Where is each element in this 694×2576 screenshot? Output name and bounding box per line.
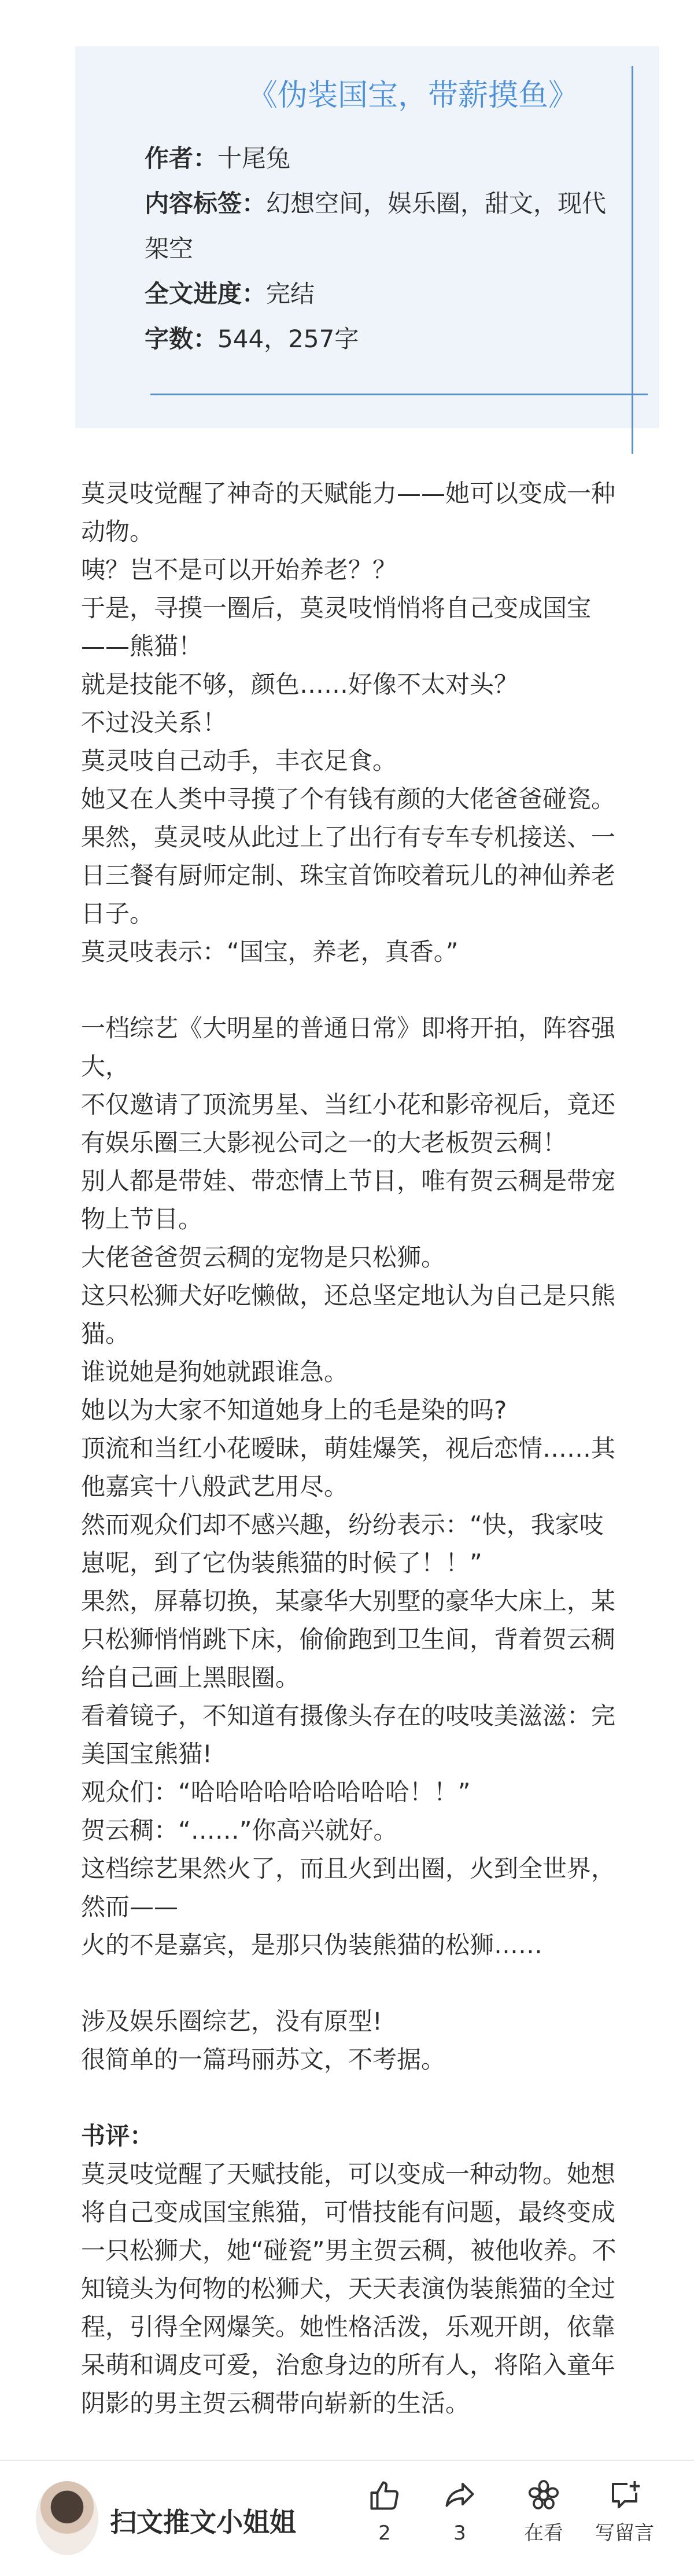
paragraph: 涉及娱乐圈综艺，没有原型! (81, 2007, 382, 2035)
tags-value: 幻想空间，娱乐圈，甜文，现代架空 (145, 189, 607, 263)
comment-add-icon (607, 2478, 642, 2513)
book-title: 《伪装国宝，带薪摸鱼》 (247, 78, 578, 113)
paragraph: 观众们：“哈哈哈哈哈哈哈哈哈！！” (81, 1778, 471, 1806)
word-count-row (145, 317, 619, 362)
word-count-value: 544，257字 (217, 325, 359, 353)
paragraph: 别人都是带娃、带恋情上节目，唯有贺云稠是带宠物上节目。 (81, 1167, 616, 1233)
paragraph: 看着镜子，不知道有摄像头存在的吱吱美滋滋：完美国宝熊猫! (81, 1702, 616, 1768)
like-button[interactable] (344, 2478, 425, 2548)
card-decoration-line-vertical (632, 66, 633, 454)
paragraph: 谁说她是狗她就跟谁急。 (81, 1358, 349, 1386)
bottom-action-bar (0, 2461, 694, 2576)
paragraph-gap (81, 1964, 619, 2002)
author-label: 作者： (145, 144, 218, 172)
account-name[interactable]: 扫文推文小姐姐 (110, 2507, 296, 2538)
paragraph-gap (81, 2079, 619, 2117)
comment-button[interactable] (584, 2478, 665, 2548)
review-heading: 书评： (81, 2122, 154, 2150)
paragraph: 莫灵吱觉醒了神奇的天赋能力——她可以变成一种动物。 (81, 479, 616, 546)
card-decoration-line-horizontal (150, 394, 648, 395)
share-icon (442, 2478, 477, 2513)
share-count: 3 (453, 2522, 466, 2545)
paragraph: 顶流和当红小花暧昧，萌娃爆笑，视后恋情……其他嘉宾十八般武艺用尽。 (81, 1434, 616, 1501)
watching-button[interactable] (503, 2478, 584, 2548)
book-meta (145, 136, 619, 362)
author-value: 十尾兔 (217, 144, 291, 172)
account-avatar[interactable] (36, 2481, 98, 2555)
watching-label: 在看 (524, 2522, 563, 2545)
paragraph: 于是，寻摸一圈后，莫灵吱悄悄将自己变成国宝——熊猫！ (81, 594, 592, 660)
paragraph: 就是技能不够，颜色……好像不太对头？ (81, 670, 519, 699)
tags-row (145, 181, 619, 271)
paragraph: 果然，莫灵吱从此过上了出行有专车专机接送、一日三餐有厨师定制、珠宝首饰咬着玩儿的神仙养老日子。 (81, 823, 616, 928)
paragraph: 这只松狮犬好吃懒做，还总坚定地认为自己是只熊猫。 (81, 1281, 616, 1348)
share-button[interactable] (419, 2478, 500, 2548)
paragraph: 一档综艺《大明星的普通日常》即将开拍，阵容强大， (81, 1014, 616, 1081)
like-count: 2 (378, 2522, 391, 2545)
progress-label: 全文进度： (145, 280, 267, 308)
paragraph: 贺云稠：“……”你高兴就好。 (81, 1816, 398, 1844)
paragraph: 然而观众们却不感兴趣，纷纷表示：“快，我家吱崽呢，到了它伪装熊猫的时候了！！” (81, 1511, 604, 1577)
paragraph: 不过没关系！ (81, 708, 227, 737)
thumbs-up-icon (367, 2478, 402, 2513)
progress-value: 完结 (266, 280, 315, 308)
paragraph: 火的不是嘉宾，是那只伪装熊猫的松狮…… (81, 1931, 543, 1959)
article-body (81, 475, 619, 2423)
paragraph: 她又在人类中寻摸了个有钱有颜的大佬爸爸碰瓷。 (81, 785, 616, 813)
paragraph-gap (81, 971, 619, 1009)
paragraph: 果然，屏幕切换，某豪华大别墅的豪华大床上，某只松狮悄悄跳下床，偷偷跑到卫生间，背着贺云稠给自己画上黑眼圈。 (81, 1587, 616, 1692)
paragraph: 这档综艺果然火了，而且火到出圈，火到全世界，然而—— (81, 1854, 616, 1921)
paragraph: 很简单的一篇玛丽苏文，不考据。 (81, 2045, 446, 2074)
paragraph: 不仅邀请了顶流男星、当红小花和影帝视后，竟还有娱乐圈三大影视公司之一的大老板贺云稠！ (81, 1090, 616, 1157)
flower-icon (526, 2478, 561, 2513)
progress-row (145, 271, 619, 317)
paragraph: 莫灵吱自己动手，丰衣足食。 (81, 747, 397, 775)
paragraph: 莫灵吱表示：“国宝，养老，真香。” (81, 938, 459, 966)
paragraph: 大佬爸爸贺云稠的宠物是只松狮。 (81, 1243, 446, 1272)
tags-label: 内容标签： (145, 189, 267, 218)
author-row (145, 136, 619, 181)
book-info-card (75, 46, 659, 428)
comment-label: 写留言 (595, 2522, 654, 2545)
paragraph: 咦？岂不是可以开始养老？？ (81, 556, 397, 584)
word-count-label: 字数： (145, 325, 218, 353)
paragraph: 她以为大家不知道她身上的毛是染的吗? (81, 1396, 507, 1424)
review-text: 莫灵吱觉醒了天赋技能，可以变成一种动物。她想将自己变成国宝熊猫，可惜技能有问题，最终变成一只松狮犬，她“碰瓷”男主贺云稠，被他收养。不知镜头为何物的松狮犬，天天表演伪装熊猫的全过程，引得全网爆笑。她性格活泼，乐观开朗，依靠呆萌和调皮可爱，治愈身边的所有人，将陷入童年阴影的男主贺云稠带向崭新的生活。 (81, 2160, 617, 2417)
